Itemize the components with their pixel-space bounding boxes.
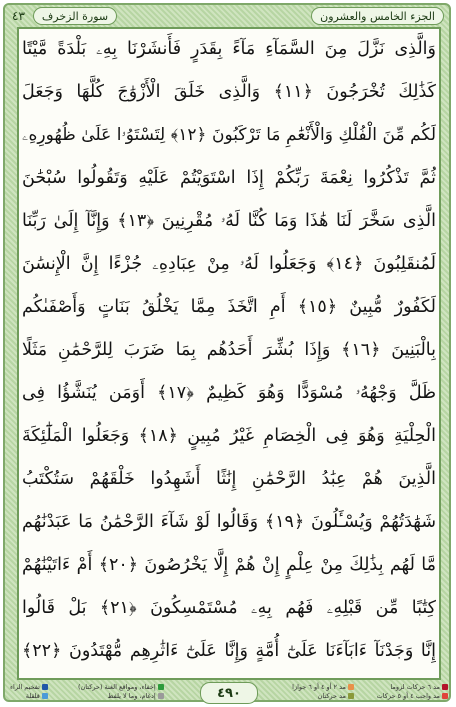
legend-swatch-icon [348, 684, 354, 690]
text-line-6: لَمُنقَلِبُونَ ﴿١٤﴾ وَجَعَلُوا لَهُۥ مِنْ عِبَادِهِۦ جُزْءًا إِنَّ الْإِنسَٰنَ [22, 254, 436, 274]
legend-swatch-icon [42, 684, 48, 690]
tajweed-legend-right [377, 683, 448, 701]
legend-madd-wajib: مد واجب ٤ أو ٥ حركات [376, 692, 440, 700]
page-number-badge: ٤٩٠ [200, 682, 258, 704]
text-line-3: لَكُم مِّنَ الْفُلْكِ وَالْأَنْعَٰمِ مَا تَرْكَبُونَ ﴿١٢﴾ لِتَسْتَوُۥا عَلَىٰ ظُهُورِهِۦ [22, 125, 436, 145]
text-line-11: الَّذِينَ هُمْ عِبَٰدُ الرَّحْمَٰنِ إِنَٰثًا أَشَهِدُوا خَلْقَهُمْ سَتُكْتَبُ [22, 469, 436, 489]
text-line-12: شَهَٰدَتُهُمْ وَيُسْـَٔلُونَ ﴿١٩﴾ وَقَالُوا لَوْ شَآءَ الرَّحْمَٰنُ مَا عَبَدْنَٰهُم [22, 512, 436, 532]
legend-madd-jaiz: مد ٢ أو ٤ أو ٦ جوازا [292, 683, 346, 691]
legend-idgham: إدغام، وما لا يلفظ [107, 692, 156, 700]
text-line-8: بِالْبَنِينَ ﴿١٦﴾ وَإِذَا بُشِّرَ أَحَدُهُم بِمَا ضَرَبَ لِلرَّحْمَٰنِ مَثَلًا [22, 340, 436, 360]
text-line-7: لَكَفُورٌ مُّبِينٌ ﴿١٥﴾ أَمِ اتَّخَذَ مِمَّا يَخْلُقُ بَنَاتٍ وَأَصْفَىٰكُم [22, 297, 436, 317]
tajweed-legend-left [78, 683, 164, 701]
text-line-2: كَذَٰلِكَ تُخْرَجُونَ ﴿١١﴾ وَالَّذِى خَلَقَ الْأَزْوَٰجَ كُلَّهَا وَجَعَلَ [22, 82, 436, 102]
legend-swatch-icon [348, 693, 354, 699]
verse-lines [22, 29, 436, 677]
legend-swatch-icon [158, 684, 164, 690]
surah-name: سورة الزخرف [33, 7, 117, 25]
text-line-14: كِتَٰبًا مِّن قَبْلِهِۦ فَهُم بِهِۦ مُسْتَمْسِكُونَ ﴿٢١﴾ بَلْ قَالُوا [22, 598, 436, 618]
tajweed-legend-mid [292, 683, 354, 701]
legend-madd-lazim: مد ٦ حركات لزوما [390, 683, 440, 691]
page-footer [0, 681, 456, 705]
legend-tafkhim: تفخيم الراء [10, 683, 40, 691]
legend-qalqala: قلقلة [25, 692, 40, 700]
text-line-9: ظَلَّ وَجْهُهُۥ مُسْوَدًّا وَهُوَ كَظِيمٌ ﴿١٧﴾ أَوَمَن يُنَشَّؤُا فِى [22, 383, 436, 403]
header-left-group [12, 7, 117, 25]
legend-swatch-icon [442, 684, 448, 690]
text-line-4: ثُمَّ تَذْكُرُوا نِعْمَةَ رَبِّكُمْ إِذَا اسْتَوَيْتُمْ عَلَيْهِ وَتَقُولُوا سُبْحَٰنَ [22, 168, 436, 188]
text-line-5: الَّذِى سَخَّرَ لَنَا هَٰذَا وَمَا كُنَّا لَهُۥ مُقْرِنِينَ ﴿١٣﴾ وَإِنَّآ إِلَىٰ رَبِّنَا [22, 211, 436, 231]
text-line-10: الْحِلْيَةِ وَهُوَ فِى الْخِصَامِ غَيْرُ مُبِينٍ ﴿١٨﴾ وَجَعَلُوا الْمَلَٰٓئِكَةَ [22, 426, 436, 446]
text-line-13: مَّا لَهُم بِذَٰلِكَ مِنْ عِلْمٍ إِنْ هُمْ إِلَّا يَخْرُصُونَ ﴿٢٠﴾ أَمْ ءَاتَيْنَٰهُمْ [22, 555, 436, 575]
legend-swatch-icon [442, 693, 448, 699]
legend-swatch-icon [158, 693, 164, 699]
legend-madd-haraka: مد حركتان [317, 692, 346, 700]
surah-page-number: ٤٣ [12, 9, 25, 23]
page-header [12, 6, 444, 26]
tajweed-legend-far-left [10, 683, 48, 701]
text-line-1: وَالَّذِى نَزَّلَ مِنَ السَّمَآءِ مَآءً بِقَدَرٍ فَأَنشَرْنَا بِهِۦ بَلْدَةً مَّيْتًا [22, 39, 436, 59]
legend-swatch-icon [42, 693, 48, 699]
juz-name: الجزء الخامس والعشرون [311, 7, 444, 25]
legend-ikhfa: إخفاء، ومواقع الغنة (حركتان) [78, 683, 156, 691]
text-line-15: إِنَّا وَجَدْنَآ ءَابَآءَنَا عَلَىٰٓ أُمَّةٍ وَإِنَّا عَلَىٰٓ ءَاثَٰرِهِم مُّهْتَدُونَ ﴿٢٢﴾ [22, 641, 436, 661]
